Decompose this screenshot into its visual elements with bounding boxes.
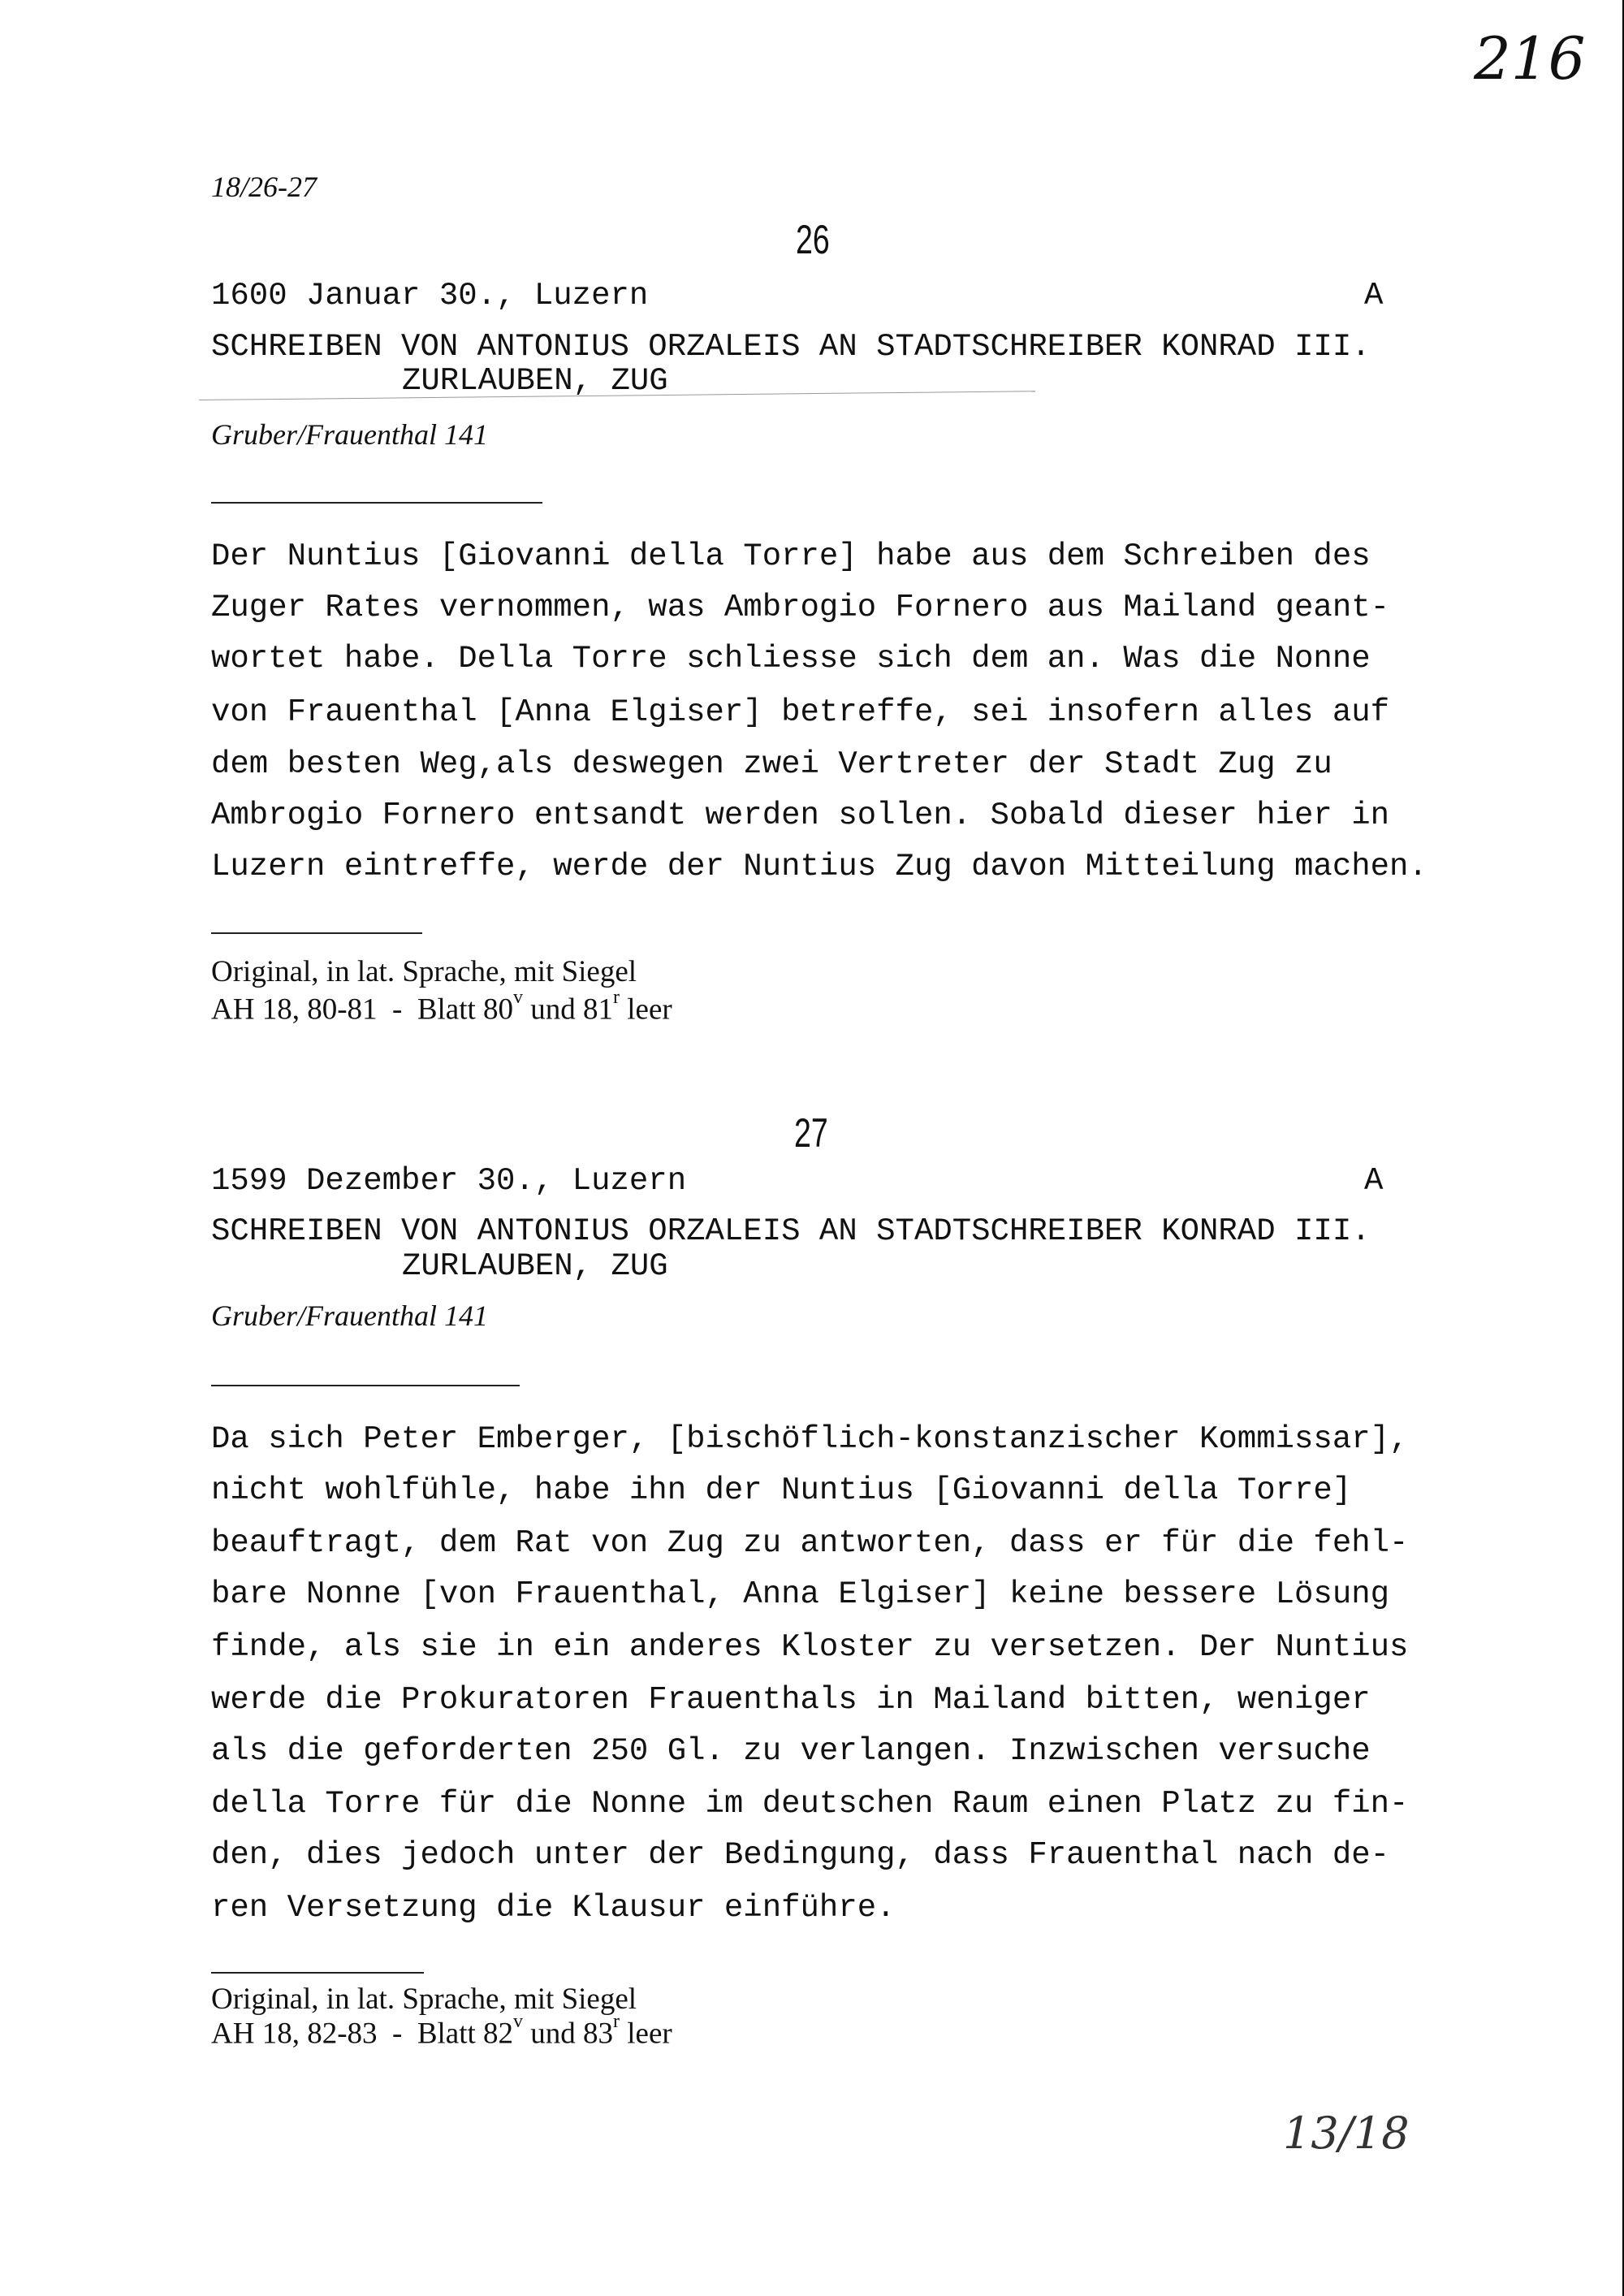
entry-title-line1: SCHREIBEN VON ANTONIUS ORZALEIS AN STADTSCHREIBER KONRAD III. bbox=[211, 329, 1371, 365]
ref-text: und 81 bbox=[523, 992, 614, 1027]
archive-note: Original, in lat. Sprache, mit Siegel bbox=[211, 955, 637, 988]
entry-marker: A bbox=[1364, 1163, 1384, 1199]
archive-reference bbox=[211, 987, 672, 1027]
body-line: als die geforderten 250 Gl. zu verlangen. Inzwischen versuche bbox=[211, 1733, 1371, 1769]
body-line: beauftragt, dem Rat von Zug zu antworten, dass er für die fehl- bbox=[211, 1525, 1409, 1561]
ref-text: leer bbox=[620, 2017, 672, 2051]
archive-note: Original, in lat. Sprache, mit Siegel bbox=[211, 1983, 637, 2016]
body-line: finde, als sie in ein anderes Kloster zu versetzen. Der Nuntius bbox=[211, 1629, 1409, 1665]
body-line: Da sich Peter Emberger, [bischöflich-konstanzischer Kommissar], bbox=[211, 1421, 1409, 1457]
entry-source: Gruber/Frauenthal 141 bbox=[211, 1299, 488, 1332]
body-line: Ambrogio Fornero entsandt werden sollen. Sobald dieser hier in bbox=[211, 798, 1390, 833]
body-line: della Torre für die Nonne im deutschen Raum einen Platz zu fin- bbox=[211, 1786, 1409, 1822]
entry-date-place: 1599 Dezember 30., Luzern bbox=[211, 1163, 687, 1199]
entry-title-line2: ZURLAUBEN, ZUG bbox=[402, 1248, 668, 1284]
body-line: Der Nuntius [Giovanni della Torre] habe aus dem Schreiben des bbox=[211, 538, 1371, 574]
entry-number: 26 bbox=[796, 217, 830, 262]
entry-date-place: 1600 Januar 30., Luzern bbox=[211, 278, 649, 313]
divider bbox=[211, 1385, 520, 1386]
ref-text: und 83 bbox=[523, 2017, 614, 2051]
body-line: bare Nonne [von Frauenthal, Anna Elgiser] keine bessere Lösung bbox=[211, 1576, 1390, 1612]
entry-title-line1: SCHREIBEN VON ANTONIUS ORZALEIS AN STADTSCHREIBER KONRAD III. bbox=[211, 1213, 1371, 1249]
footnote-divider bbox=[211, 1972, 424, 1974]
body-line: von Frauenthal [Anna Elgiser] betreffe, sei insofern alles auf bbox=[211, 694, 1390, 730]
ref-text: leer bbox=[620, 992, 672, 1027]
ref-text: AH 18, 80-81 - Blatt 80 bbox=[211, 992, 514, 1027]
footnote-divider bbox=[211, 932, 422, 934]
body-line: Luzern eintreffe, werde der Nuntius Zug davon Mitteilung machen. bbox=[211, 849, 1427, 884]
body-line: Zuger Rates vernommen, was Ambrogio Fornero aus Mailand geant- bbox=[211, 590, 1390, 625]
entry-source: Gruber/Frauenthal 141 bbox=[211, 418, 488, 451]
entry-marker: A bbox=[1364, 278, 1384, 313]
ref-sup: r bbox=[613, 987, 620, 1008]
body-line: ren Versetzung die Klausur einführe. bbox=[211, 1890, 896, 1926]
handwritten-folio: 13/18 bbox=[1283, 2108, 1410, 2159]
entry-title-line2: ZURLAUBEN, ZUG bbox=[402, 363, 668, 399]
divider bbox=[211, 502, 542, 504]
ref-text: AH 18, 82-83 - Blatt 82 bbox=[211, 2017, 514, 2051]
body-line: dem besten Weg,als deswegen zwei Vertreter der Stadt Zug zu bbox=[211, 746, 1332, 782]
ref-sup: v bbox=[513, 987, 524, 1008]
body-line: werde die Prokuratoren Frauenthals in Mailand bitten, weniger bbox=[211, 1682, 1371, 1718]
ref-sup: r bbox=[613, 2011, 620, 2032]
archive-reference bbox=[211, 2011, 672, 2051]
reference-number: 18/26-27 bbox=[211, 171, 317, 203]
body-line: den, dies jedoch unter der Bedingung, dass Frauenthal nach de- bbox=[211, 1837, 1390, 1873]
body-line: wortet habe. Della Torre schliesse sich dem an. Was die Nonne bbox=[211, 641, 1371, 677]
ref-sup: v bbox=[513, 2011, 524, 2032]
entry-number: 27 bbox=[794, 1110, 828, 1156]
handwritten-page-number: 216 bbox=[1474, 24, 1586, 93]
body-line: nicht wohlfühle, habe ihn der Nuntius [Giovanni della Torre] bbox=[211, 1472, 1352, 1508]
